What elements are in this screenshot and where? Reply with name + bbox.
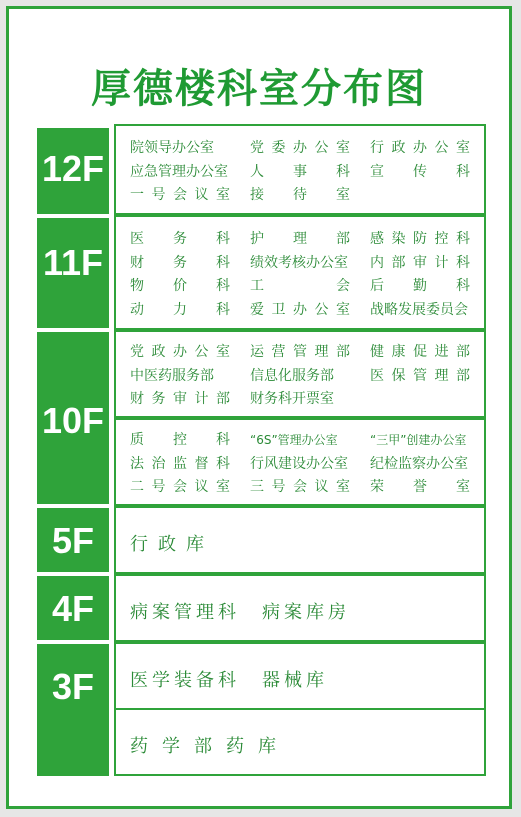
department-cell: 宣 传 科 [370, 163, 470, 180]
department-cell: 绩效考核办公室 [250, 254, 348, 271]
board-title: 厚德楼科室分布图 [91, 66, 427, 112]
floor-panel-12f [114, 124, 486, 215]
department-cell: 内 部 审 计 科 [370, 254, 470, 271]
department-cell: 物 价 科 [130, 278, 230, 294]
room-label: 医学装备科 器械库 [130, 670, 328, 691]
floor-panel-4f [114, 574, 486, 642]
department-cell: 信息化服务部 [250, 367, 334, 384]
floor-panel-10f-b [114, 418, 486, 506]
department-cell: 后 勤 科 [370, 278, 470, 294]
floor-panel-3f-a [114, 642, 486, 710]
room-label: 行政库 [130, 534, 214, 555]
floor-panel-11f [114, 215, 486, 330]
department-cell: 质 控 科 [130, 432, 230, 448]
room-label: 药学部药库 [130, 736, 290, 757]
floor-label-11f: 11F [37, 218, 109, 328]
department-cell: 法 治 监 督 科 [130, 455, 230, 472]
room-label: 病案管理科 病案库房 [130, 602, 350, 623]
department-cell: 接 待 室 [250, 187, 350, 203]
department-cell: 健 康 促 进 部 [370, 344, 470, 360]
department-cell: 党 委 办 公 室 [250, 140, 350, 156]
department-cell: 医 保 管 理 部 [370, 367, 470, 384]
department-cell: 行 政 办 公 室 [370, 140, 470, 156]
floor-label-10f: 10F [37, 332, 109, 504]
department-cell: 院领导办公室 [130, 140, 214, 156]
floor-label-12f: 12F [37, 128, 109, 214]
department-cell: 财 务 科 [130, 254, 230, 271]
department-cell: 战略发展委员会 [370, 301, 468, 318]
department-cell: “6S”管理办公室 [250, 432, 338, 447]
department-cell: 二 号 会 议 室 [130, 479, 230, 495]
department-cell: 财 务 审 计 部 [130, 391, 230, 407]
floor-panel-10f-a [114, 330, 486, 418]
floor-panel-5f [114, 506, 486, 574]
department-cell: 一 号 会 议 室 [130, 187, 230, 203]
department-cell: 爱 卫 办 公 室 [250, 301, 350, 318]
department-cell: 护 理 部 [250, 231, 350, 247]
department-cell: 党 政 办 公 室 [130, 344, 230, 360]
floor-label-5f: 5F [37, 508, 109, 572]
department-cell: 人 事 科 [250, 163, 350, 180]
department-cell: 运 营 管 理 部 [250, 344, 350, 360]
department-cell: 医 务 科 [130, 231, 230, 247]
department-cell: “三甲”创建办公室 [370, 432, 467, 447]
department-cell: 行风建设办公室 [250, 455, 348, 472]
floor-panel-3f-b [114, 708, 486, 776]
department-cell: 三 号 会 议 室 [250, 479, 350, 495]
floor-label-4f: 4F [37, 576, 109, 640]
department-cell: 中医药服务部 [130, 367, 214, 384]
floor-label-3f: 3F [37, 644, 109, 776]
department-cell: 动 力 科 [130, 301, 230, 318]
department-cell: 荣 誉 室 [370, 479, 470, 495]
department-cell: 应急管理办公室 [130, 163, 228, 180]
department-cell: 感 染 防 控 科 [370, 231, 470, 247]
department-cell: 财务科开票室 [250, 391, 334, 407]
department-cell: 纪检监察办公室 [370, 455, 468, 472]
department-cell: 工 会 [250, 278, 350, 294]
